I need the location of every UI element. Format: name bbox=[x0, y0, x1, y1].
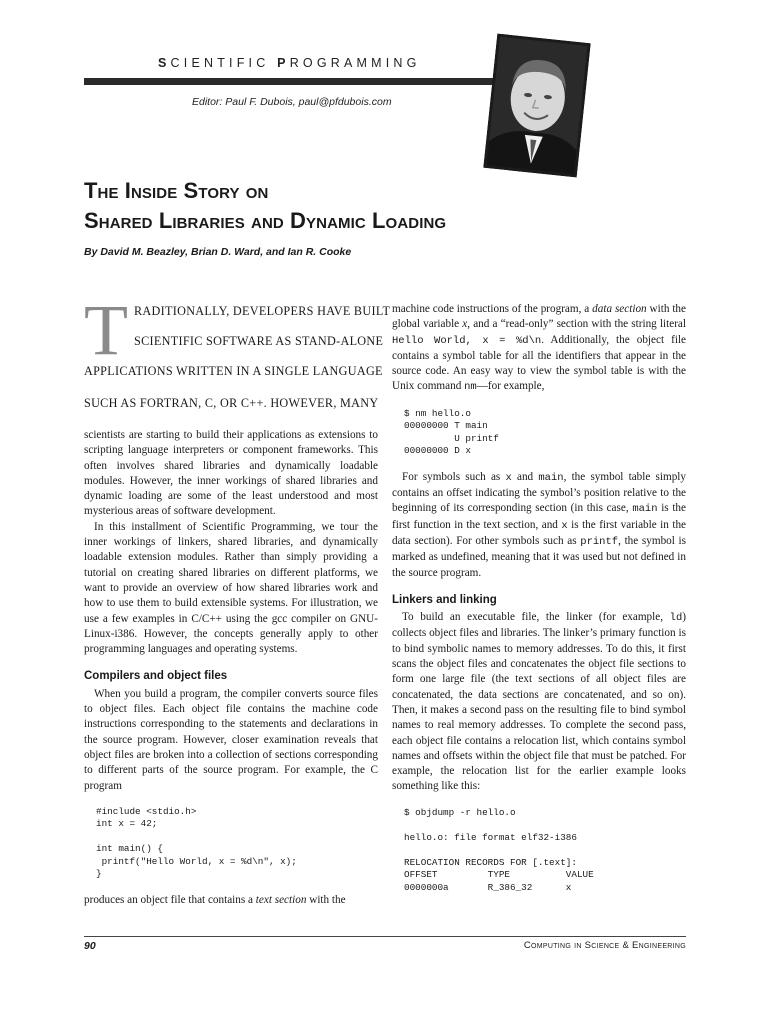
footer-rule bbox=[84, 936, 686, 937]
paragraph: When you build a program, the compiler converts source files to object files. Each object file contains the machine code instructions corresponding to the statements and declarations in the source program. However, closer examination reveals that object files are broken into a collection of sections corresponding to different parts of the source program. For example, the C program bbox=[84, 687, 378, 792]
left-column bbox=[84, 428, 378, 908]
editor-portrait-photo bbox=[483, 33, 591, 177]
byline: By David M. Beazley, Brian D. Ward, and Ian R. Cooke bbox=[84, 246, 352, 258]
section-label: SCIENTIFIC PROGRAMMING bbox=[158, 56, 421, 70]
code-block-objdump: $ objdump -r hello.o hello.o: file format elf32-i386 RELOCATION RECORDS FOR [.text]: OFFSET TYPE VALUE 0000000a R_386_32 x bbox=[404, 806, 594, 893]
intro-line-4: SUCH AS FORTRAN, C, OR C++. HOWEVER, MANY bbox=[84, 396, 379, 410]
paragraph: produces an object file that contains a text section with the bbox=[84, 893, 346, 906]
intro-line-3: APPLICATIONS WRITTEN IN A SINGLE LANGUAGE bbox=[84, 364, 383, 378]
magazine-name: Computing in Science & Engineering bbox=[523, 940, 686, 951]
article-title bbox=[84, 176, 446, 236]
code-block-nm: $ nm hello.o 00000000 T main U printf 00000000 D x bbox=[404, 407, 499, 457]
paragraph: For symbols such as x and main, the symbol table simply contains an offset indicating the symbol’s position relative to the beginning of its corresponding section (in this case, main is the first function in the text section, and x is the first variable in the data section). For other symbols such as printf, the symbol is marked as undefined, meaning that it was used but not defined in the source program. bbox=[392, 470, 687, 579]
paragraph: In this installment of Scientific Programming, we tour the inner workings of linkers, shared libraries, and dynamically loadable extension modules. Rather than simply providing a tutorial on creating shared libraries on different platforms, we want to provide an overview of how shared libraries work and how to use them to build extensible systems. For illustration, we use a few examples in C/C++ using the gcc compiler on GNU-Linux-i386. However, the concepts generally apply to other programming languages and operating systems. bbox=[84, 520, 378, 656]
right-column bbox=[392, 302, 686, 906]
intro-line-1: RADITIONALLY, DEVELOPERS HAVE BUILT bbox=[134, 304, 391, 318]
editor-credit: Editor: Paul F. Dubois, paul@pfdubois.com bbox=[192, 96, 392, 108]
section-heading-linkers: Linkers and linking bbox=[392, 593, 497, 606]
paragraph: To build an executable file, the linker (for example, ld) collects object files and libraries. The linker’s primary function is to bind symbolic names to memory addresses. To do this, it first scans the object files and concatenates the object file sections to form one large file (the text sections of all object files are concatenated, the data sections are concatenated, and so on). Then, it makes a second pass on the resulting file to bind symbol names to real memory addresses. To complete the second pass, each object file contains a relocation list, which contains symbol names and offsets within the object file that must be patched. For example, the relocation list for the earlier example looks something like this: bbox=[392, 611, 686, 793]
title-line-2: Shared Libraries and Dynamic Loading bbox=[84, 208, 447, 233]
code-block-c-program: #include <stdio.h> int x = 42; int main() { printf("Hello World, x = %d\n", x); } bbox=[96, 805, 297, 880]
paragraph: machine code instructions of the program, a data section with the global variable x, and a “read-only” section with the string literal Hello World, x = %d\n. Additionally, the object file contains a symbol table for all the identifiers that appear in the source code. An easy way to view the symbol table is with the Unix command nm—for example, bbox=[392, 303, 687, 394]
section-heading-compilers: Compilers and object files bbox=[84, 670, 228, 683]
page-number: 90 bbox=[84, 940, 96, 952]
drop-cap: T bbox=[84, 290, 128, 370]
paragraph: scientists are starting to build their applications as extensions to scripting language interpreters or component frameworks. This often involves shared libraries and dynamically loadable modules. However, the inner workings of shared libraries and dynamic loading are some of the least understood and most mysterious areas of software development. bbox=[84, 429, 378, 518]
title-line-1: The Inside Story on bbox=[84, 178, 269, 203]
intro-line-2: SCIENTIFIC SOFTWARE AS STAND-ALONE bbox=[134, 334, 384, 348]
